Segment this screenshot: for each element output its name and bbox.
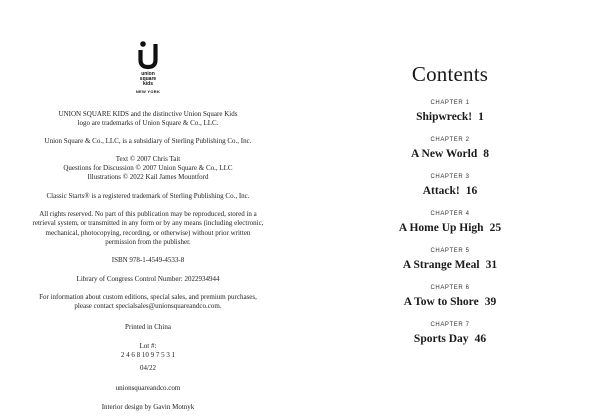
- page-title: Contents: [411, 62, 489, 86]
- logo-city: NEW YORK: [135, 89, 161, 94]
- copyright-page: [28, 40, 268, 412]
- chapter-page-number: 1: [478, 111, 484, 123]
- text-line: Illustrations © 2022 Kail James Mountford: [87, 173, 209, 182]
- chapter-page-number: 8: [483, 148, 489, 160]
- chapter-page-number: 39: [484, 296, 497, 308]
- publisher-logo: [118, 40, 178, 94]
- rights-notice: [28, 210, 268, 247]
- lot-number: [28, 342, 268, 361]
- copyright-credits: [28, 155, 268, 183]
- toc-entry: [355, 282, 545, 319]
- logo-word: union: [141, 71, 155, 77]
- text-line: logo are trademarks of Union Square & Co., LLC.: [77, 119, 219, 128]
- special-sales-info: [28, 293, 268, 312]
- toc-entry: [355, 208, 545, 245]
- chapter-title: Sports Day: [413, 333, 469, 345]
- chapter-title: Attack!: [422, 185, 460, 197]
- toc-entry: [355, 319, 545, 356]
- union-square-kids-u-icon: [135, 40, 161, 70]
- chapter-title: A Tow to Shore: [403, 296, 479, 308]
- chapter-title: Shipwreck!: [416, 111, 473, 123]
- chapter-label: CHAPTER 4: [430, 211, 470, 217]
- text-line: retrieval system, or transmitted in any form or by any means (including electronic,: [32, 219, 264, 228]
- logo-wordmark: [140, 72, 156, 87]
- lot-label: Lot #:: [139, 341, 157, 350]
- chapter-line: [404, 295, 496, 309]
- chapter-line: [399, 221, 501, 235]
- chapter-page-number: 25: [489, 222, 502, 234]
- text-line: mechanical, photocopying, recording, or otherwise) without prior written: [45, 228, 251, 237]
- chapter-line: [411, 147, 489, 161]
- table-of-contents: [355, 97, 545, 356]
- chapter-line: [414, 332, 486, 346]
- chapter-label: CHAPTER 3: [430, 174, 470, 180]
- logo-word: kids: [142, 81, 153, 87]
- library-of-congress-number: Library of Congress Control Number: 2022934944: [76, 274, 220, 283]
- text-line: permission from the publisher.: [105, 237, 191, 246]
- contents-page: [355, 62, 545, 356]
- chapter-label: CHAPTER 6: [430, 285, 470, 291]
- print-line-numbers: 2 4 6 8 10 9 7 5 3 1: [120, 351, 176, 360]
- chapter-label: CHAPTER 5: [430, 248, 470, 254]
- subsidiary-notice: Union Square & Co., LLC, is a subsidiary of Sterling Publishing Co., Inc.: [44, 136, 252, 145]
- chapter-line: [403, 258, 497, 272]
- toc-entry: [355, 171, 545, 208]
- chapter-line: [416, 110, 484, 124]
- chapter-page-number: 46: [474, 333, 487, 345]
- classic-starts-notice: Classic Starts® is a registered trademark of Sterling Publishing Co., Inc.: [46, 191, 250, 200]
- toc-entry: [355, 245, 545, 282]
- isbn: ISBN 978-1-4549-4533-8: [111, 256, 185, 265]
- chapter-label: CHAPTER 1: [430, 100, 470, 106]
- chapter-label: CHAPTER 2: [430, 137, 470, 143]
- chapter-page-number: 31: [485, 259, 498, 271]
- text-line: Text © 2007 Chris Tait: [115, 154, 181, 163]
- chapter-title: A Home Up High: [398, 222, 484, 234]
- text-line: All rights reserved. No part of this publication may be reproduced, stored in a: [39, 210, 257, 219]
- text-line: UNION SQUARE KIDS and the distinctive Union Square Kids: [58, 110, 238, 118]
- publisher-url: unionsquareandco.com: [115, 383, 181, 392]
- chapter-label: CHAPTER 7: [430, 322, 470, 328]
- text-line: Questions for Discussion © 2007 Union Square & Co., LLC: [63, 164, 233, 173]
- printed-in: Printed in China: [125, 323, 171, 332]
- chapter-line: [423, 184, 478, 198]
- toc-entry: [355, 134, 545, 171]
- text-line: please contact specialsales@unionsquareandco.com.: [74, 302, 222, 311]
- chapter-title: A Strange Meal: [402, 259, 480, 271]
- toc-entry: [355, 97, 545, 134]
- text-line: For information about custom editions, special sales, and premium purchases,: [39, 292, 257, 301]
- date-code: 04/22: [140, 364, 156, 373]
- chapter-title: A New World: [411, 148, 478, 160]
- chapter-page-number: 16: [465, 185, 478, 197]
- design-credit: Interior design by Gavin Motnyk: [101, 402, 195, 411]
- logo-word: square: [139, 76, 157, 82]
- trademark-notice: [28, 110, 268, 129]
